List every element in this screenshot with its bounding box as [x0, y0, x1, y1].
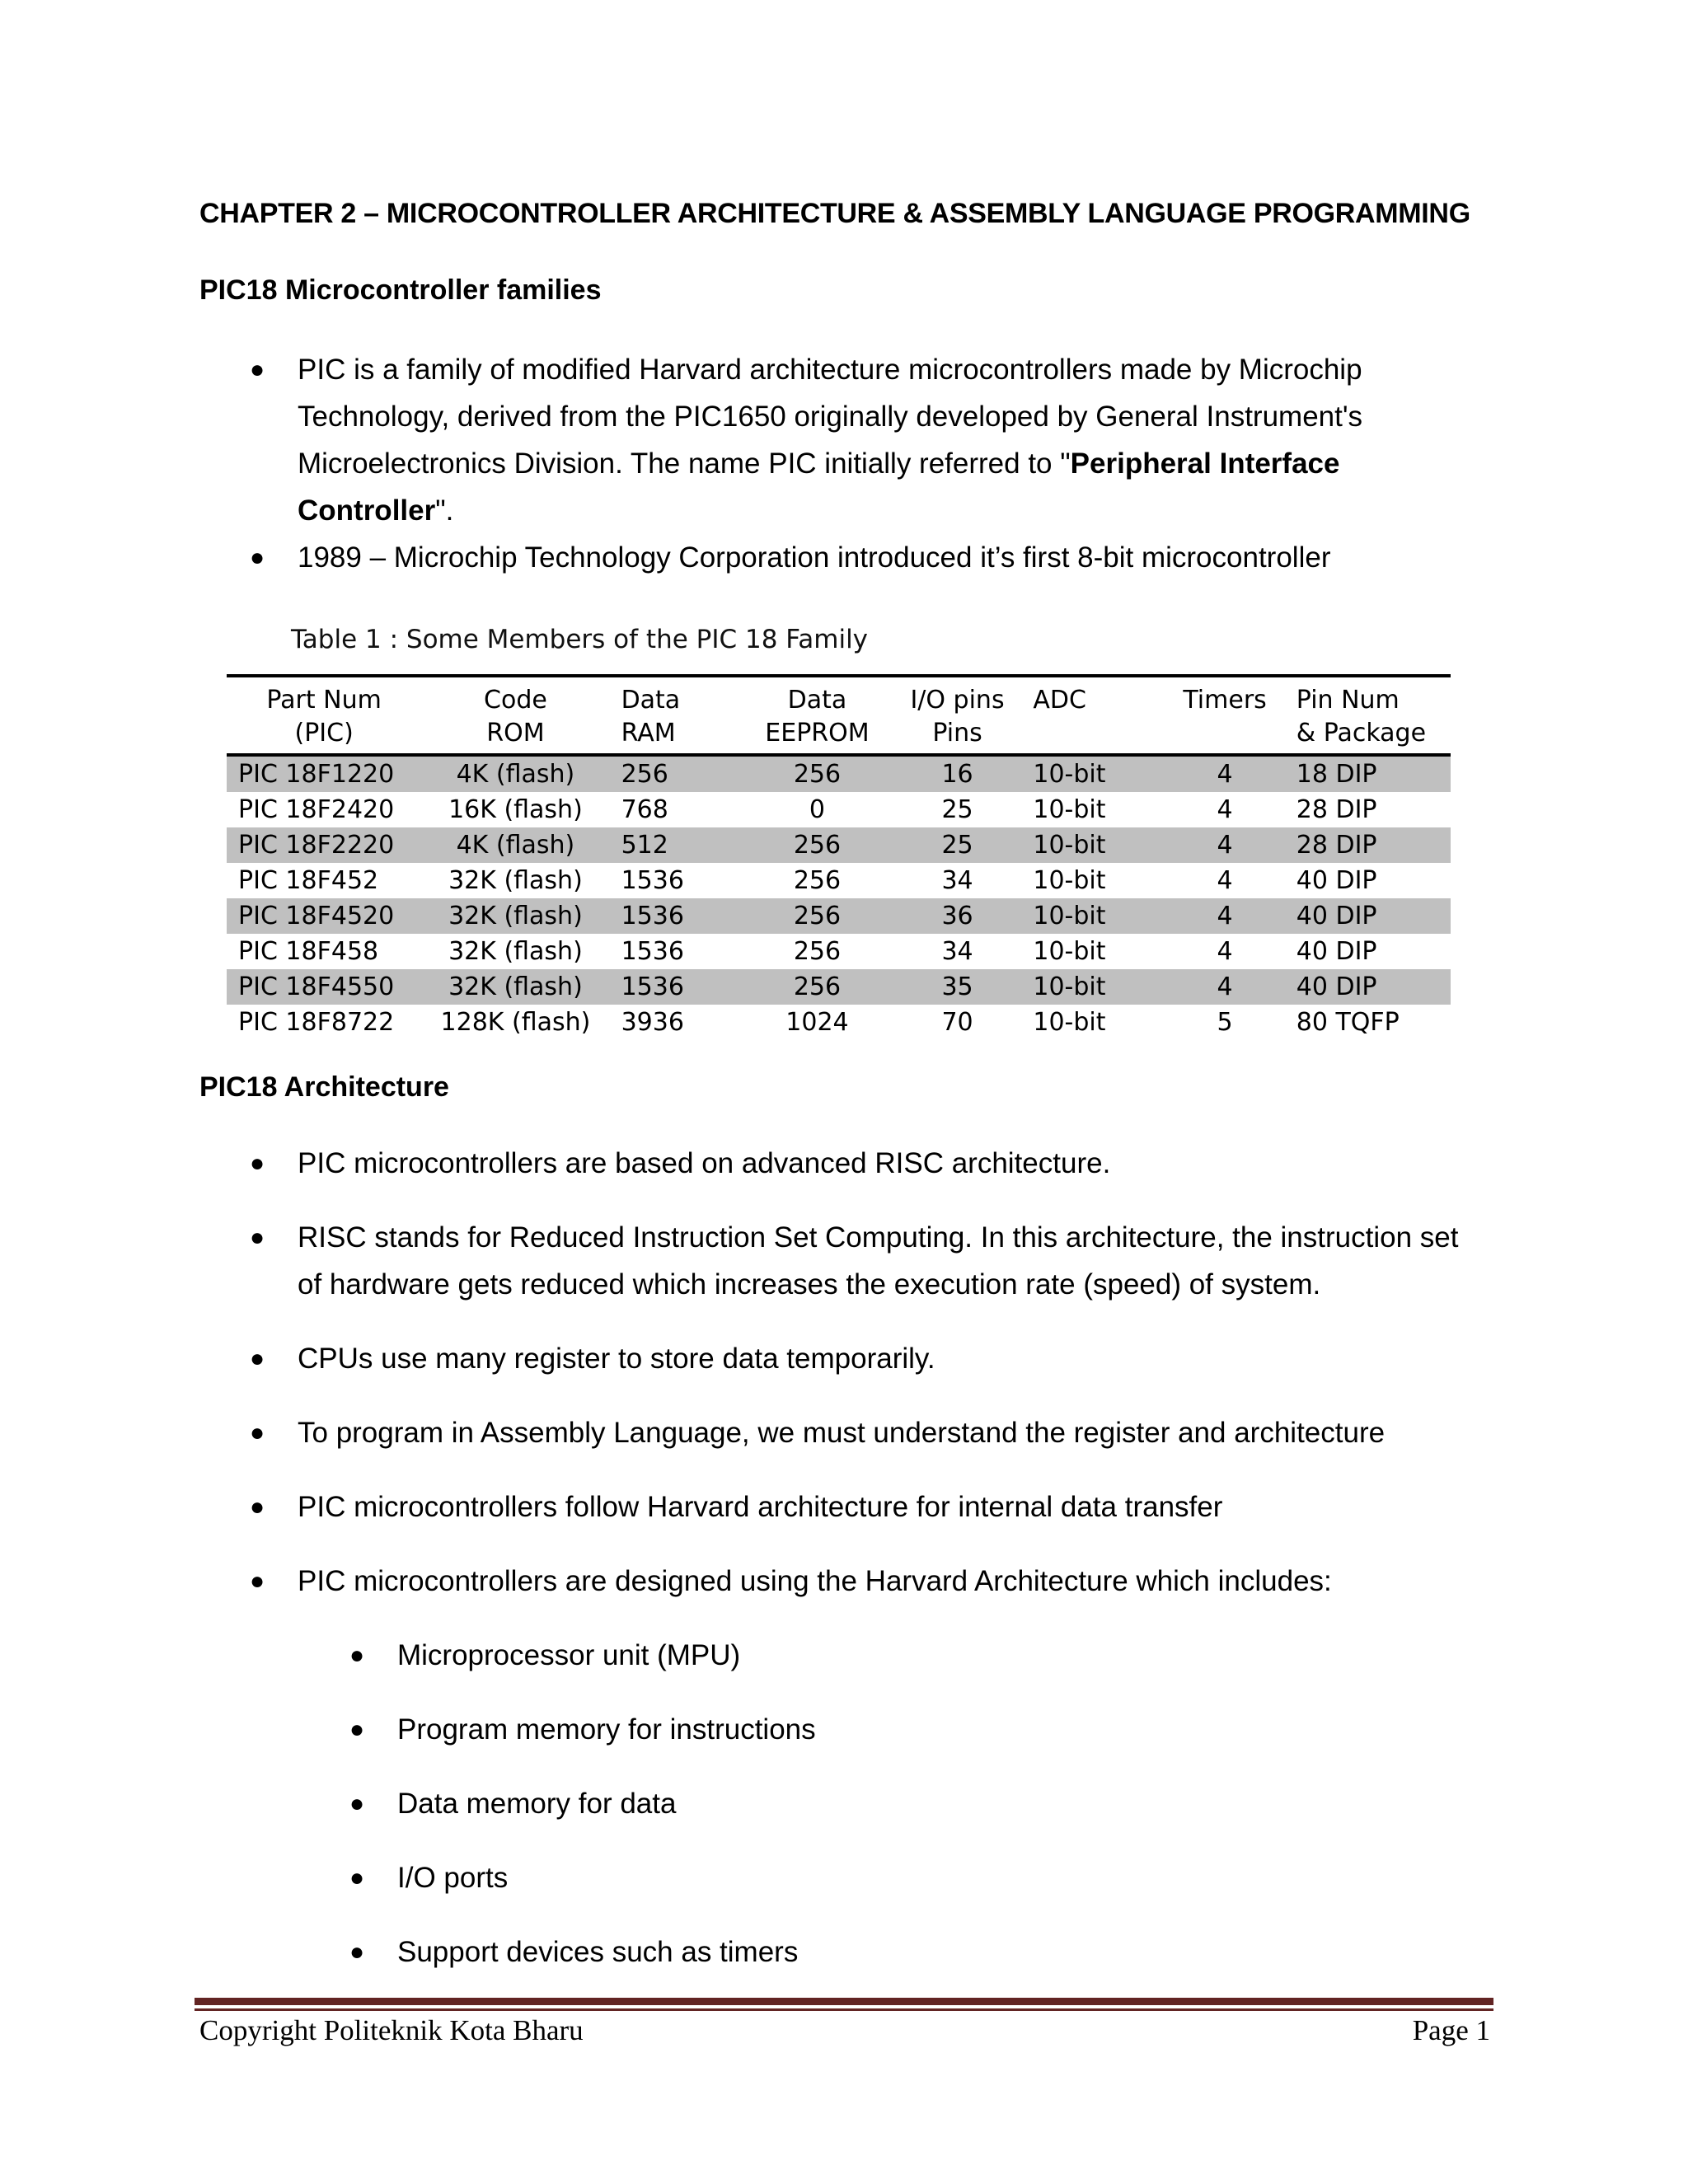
bullet-icon: ● [349, 1864, 365, 1891]
bullet-icon: ● [349, 1790, 365, 1817]
table-cell: 80 TQFP [1296, 1008, 1400, 1037]
table-cell: 10-bit [1033, 831, 1106, 860]
table-cell: 10-bit [1033, 902, 1106, 930]
table-cell: 128K (flash) [440, 1008, 591, 1037]
section-heading-architecture: PIC18 Architecture [199, 1071, 449, 1103]
table-cell: 32K (flash) [448, 866, 583, 895]
table-cell: 40 DIP [1296, 866, 1377, 895]
bullet-icon: ● [349, 1716, 365, 1743]
list-item [250, 346, 1486, 536]
table-row [227, 755, 1451, 792]
table-cell: 256 [793, 937, 842, 966]
table-cell: 16 [941, 760, 973, 789]
table-cell: 32K (flash) [448, 902, 583, 930]
table-cell: 256 [793, 760, 842, 789]
bullet-icon: ● [250, 544, 265, 571]
table-cell: 34 [941, 866, 973, 895]
bullet-icon: ● [250, 1224, 265, 1251]
table-cell: PIC 18F2420 [238, 795, 395, 824]
table-cell: 4 [1217, 972, 1233, 1001]
table-cell: 18 DIP [1296, 760, 1377, 789]
table-cell: 40 DIP [1296, 937, 1377, 966]
table-row [227, 969, 1451, 1005]
table-cell: 25 [941, 831, 973, 860]
bullet-text: 1989 – Microchip Technology Corporation introduced it’s first 8-bit microcontroller [298, 541, 1331, 574]
chapter-title: CHAPTER 2 – MICROCONTROLLER ARCHITECTURE & ASSEMBLY LANGUAGE PROGRAMMING [199, 198, 1470, 229]
table-cell: PIC 18F1220 [238, 760, 395, 789]
table-caption: Table 1 : Some Members of the PIC 18 Family [291, 625, 869, 654]
table-row [227, 792, 1451, 827]
table-cell: 5 [1217, 1008, 1233, 1037]
table-cell: PIC 18F4520 [238, 902, 395, 930]
bold-term: Peripheral Interface Controller [298, 448, 1340, 527]
table-cell: 16K (flash) [448, 795, 583, 824]
table-cell: 4 [1217, 795, 1233, 824]
column-header: I/O pins Pins [910, 686, 1005, 748]
table-cell: 10-bit [1033, 972, 1106, 1001]
footer-page-number: Page 1 [1412, 2014, 1490, 2046]
bullet-icon: ● [250, 1419, 265, 1446]
bullet-text: PIC microcontrollers are based on advanced RISC architecture. [298, 1147, 1111, 1179]
table-cell: 32K (flash) [448, 972, 583, 1001]
column-header: Data EEPROM [765, 686, 870, 748]
table-cell: 4K (flash) [456, 831, 575, 860]
bullet-icon: ● [349, 1938, 365, 1966]
table-cell: 256 [793, 902, 842, 930]
table-cell: 256 [793, 972, 842, 1001]
table-cell: 10-bit [1033, 1008, 1106, 1037]
bullet-icon: ● [250, 1493, 265, 1521]
column-header: Part Num (PIC) [266, 686, 382, 748]
bullet-text: PIC is a family of modified Harvard architecture microcontrollers made by Microchip Technology, derived from the PIC1650 originally developed by General Instrument's Microelectronics Division. The name PIC initially referred to "Peripheral Interface Controller". [298, 354, 1363, 527]
column-header: Code ROM [484, 686, 547, 748]
table-cell: 4 [1217, 866, 1233, 895]
table-cell: 36 [941, 902, 973, 930]
table-cell: 1536 [621, 902, 684, 930]
bullet-text: PIC microcontrollers follow Harvard architecture for internal data transfer [298, 1491, 1223, 1523]
table-cell: 10-bit [1033, 760, 1106, 789]
table-cell: 40 DIP [1296, 972, 1377, 1001]
footer-rule-thin [195, 2008, 1493, 2011]
bullet-text: CPUs use many register to store data temporarily. [298, 1343, 935, 1375]
table-cell: 34 [941, 937, 973, 966]
table-cell: 1536 [621, 937, 684, 966]
table-cell: 512 [621, 831, 668, 860]
table-cell: 768 [621, 795, 668, 824]
table-cell: 4 [1217, 760, 1233, 789]
pic18-family-table [227, 674, 1451, 1040]
table-cell: 70 [941, 1008, 973, 1037]
column-header: Timers [1183, 686, 1267, 715]
table-cell: 256 [621, 760, 668, 789]
table-cell: 4 [1217, 937, 1233, 966]
bullet-icon: ● [250, 356, 265, 383]
column-header: Data RAM [621, 686, 681, 748]
table-cell: 32K (flash) [448, 937, 583, 966]
bullet-text: To program in Assembly Language, we must understand the register and architecture [298, 1417, 1386, 1449]
bullet-text: Data memory for data [397, 1788, 677, 1820]
table-cell: 0 [809, 795, 826, 824]
table-row [227, 863, 1451, 898]
table-cell: PIC 18F4550 [238, 972, 395, 1001]
table-cell: PIC 18F8722 [238, 1008, 395, 1037]
table-cell: 4 [1217, 831, 1233, 860]
table-cell: 25 [941, 795, 973, 824]
table-cell: 28 DIP [1296, 795, 1377, 824]
column-header: Pin Num & Package [1296, 686, 1427, 748]
list-item [250, 534, 1486, 581]
table-cell: 1536 [621, 972, 684, 1001]
footer-rule-thick [195, 1998, 1493, 2005]
table-cell: 10-bit [1033, 937, 1106, 966]
bullet-icon: ● [250, 1150, 265, 1177]
bullet-icon: ● [250, 1568, 265, 1595]
table-header-row [227, 676, 1451, 755]
table-cell: 256 [793, 831, 842, 860]
table-row [227, 934, 1451, 969]
bullet-text: Support devices such as timers [397, 1936, 799, 1968]
section-heading-families: PIC18 Microcontroller families [199, 274, 602, 306]
table-cell: 4K (flash) [456, 760, 575, 789]
table-cell: 28 DIP [1296, 831, 1377, 860]
table-cell: PIC 18F452 [238, 866, 379, 895]
table-cell: 256 [793, 866, 842, 895]
table-cell: 10-bit [1033, 795, 1106, 824]
bullet-text: PIC microcontrollers are designed using the Harvard Architecture which includes: [298, 1565, 1332, 1597]
table-cell: PIC 18F458 [238, 937, 379, 966]
table-cell: 1536 [621, 866, 684, 895]
table-cell: 4 [1217, 902, 1233, 930]
footer-copyright: Copyright Politeknik Kota Bharu [199, 2014, 584, 2046]
bullet-text: Microprocessor unit (MPU) [397, 1639, 741, 1671]
bullet-text: RISC stands for Reduced Instruction Set Computing. In this architecture, the instruction set of hardware gets reduced which increases the execution rate (speed) of system. [298, 1221, 1459, 1301]
table-cell: 40 DIP [1296, 902, 1377, 930]
table-cell: 1024 [785, 1008, 849, 1037]
table-cell: 3936 [621, 1008, 684, 1037]
column-header: ADC [1033, 686, 1086, 715]
table-cell: PIC 18F2220 [238, 831, 395, 860]
table-row [227, 1005, 1451, 1040]
bullet-icon: ● [349, 1642, 365, 1669]
table-row [227, 898, 1451, 934]
table-row [227, 827, 1451, 863]
bullet-text: I/O ports [397, 1862, 509, 1894]
table-cell: 35 [941, 972, 973, 1001]
table-cell: 10-bit [1033, 866, 1106, 895]
bullet-icon: ● [250, 1345, 265, 1372]
bullet-text: Program memory for instructions [397, 1713, 816, 1746]
